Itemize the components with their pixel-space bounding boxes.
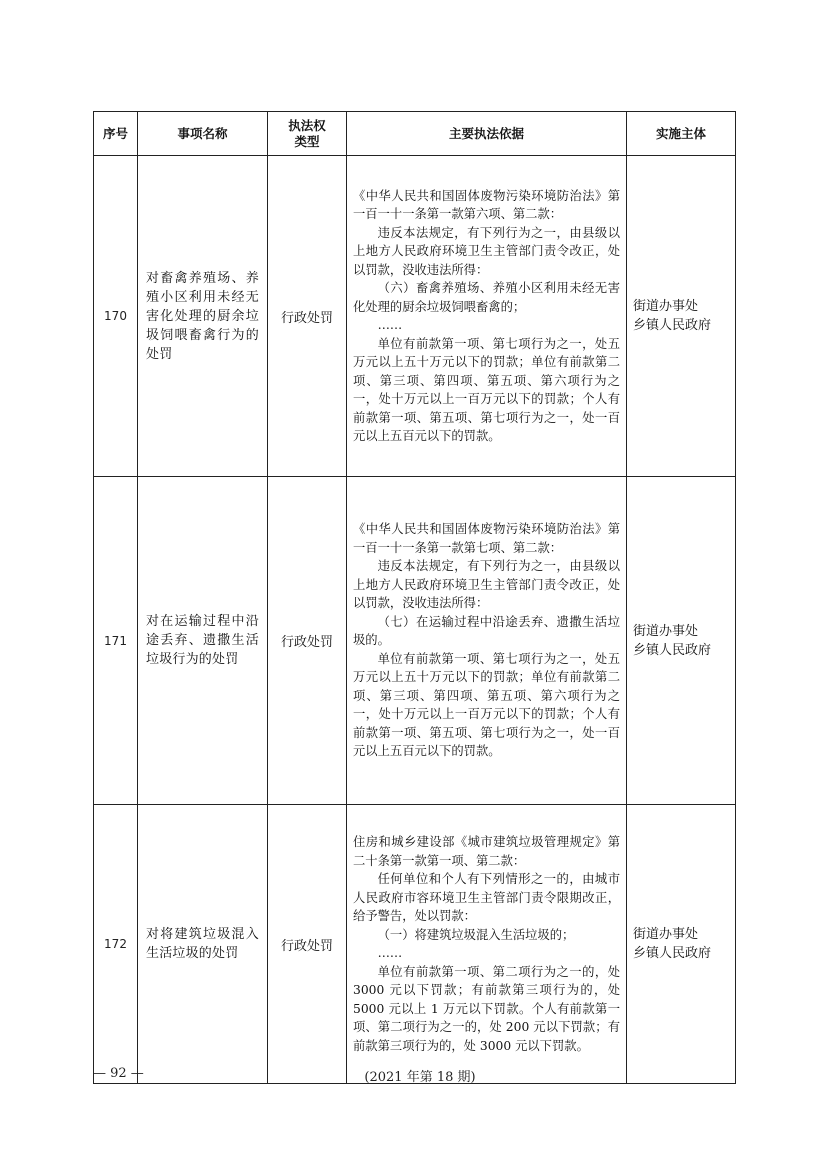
header-subject: 实施主体: [627, 112, 736, 156]
row-enforcement-type: 行政处罚: [268, 156, 347, 477]
header-type: [268, 112, 347, 156]
header-name: 事项名称: [138, 112, 268, 156]
row-item-name: 对将建筑垃圾混入生活垃圾的处罚: [138, 805, 268, 1084]
basis-paragraph: 《中华人民共和国固体废物污染环境防治法》第一百一十一条第一款第六项、第二款：: [353, 188, 620, 221]
table-row: [94, 805, 736, 1084]
row-subject: [627, 805, 736, 1084]
row-enforcement-type: 行政处罚: [268, 805, 347, 1084]
basis-paragraph: （六）畜禽养殖场、养殖小区利用未经无害化处理的厨余垃圾饲喂畜禽的；: [353, 281, 620, 314]
basis-paragraph: 违反本法规定，有下列行为之一，由县级以上地方人民政府环境卫生主管部门责令改正，处以罚款，没收违法所得：: [353, 559, 620, 611]
row-enforcement-type: 行政处罚: [268, 477, 347, 805]
table-row: [94, 477, 736, 805]
basis-paragraph: （一）将建筑垃圾混入生活垃圾的；: [377, 927, 575, 942]
row-subject: [627, 156, 736, 477]
subject-line: 街道办事处: [633, 927, 699, 942]
row-item-name: 对畜禽养殖场、养殖小区利用未经无害化处理的厨余垃圾饲喂畜禽行为的处罚: [138, 156, 268, 477]
row-legal-basis: [347, 477, 627, 805]
basis-paragraph: （七）在运输过程中沿途丢弃、遗撒生活垃圾的。: [353, 614, 620, 648]
basis-paragraph: 《中华人民共和国固体废物污染环境防治法》第一百一十一条第一款第七项、第二款：: [353, 522, 620, 555]
subject-line: 街道办事处: [633, 299, 699, 314]
subject-line: 乡镇人民政府: [633, 946, 712, 961]
row-legal-basis: [347, 805, 627, 1084]
basis-paragraph: 违反本法规定，有下列行为之一，由县级以上地方人民政府环境卫生主管部门责令改正，处以罚款，没收违法所得：: [353, 225, 620, 277]
basis-paragraph: 单位有前款第一项、第七项行为之一，处五万元以上五十万元以下的罚款；单位有前款第二项、第三项、第四项、第五项、第六项行为之一，处十万元以上一百万元以下的罚款；个人有前款第一项、第五项、第七项行为之一，处一百元以上五百元以下的罚款。: [353, 651, 620, 759]
enforcement-table: [93, 111, 736, 1084]
header-type-line2: 类型: [294, 133, 320, 149]
basis-paragraph: 任何单位和个人有下列情形之一的，由城市人民政府市容环境卫生主管部门责令限期改正，给予警告，处以罚款：: [353, 872, 620, 923]
row-subject: [627, 477, 736, 805]
page-number: — 92 —: [93, 1066, 144, 1081]
basis-ellipsis: ……: [377, 318, 403, 332]
issue-label: (2021 年第 18 期): [364, 1070, 476, 1085]
row-seq: 172: [94, 805, 138, 1084]
header-type-line1: 执法权: [288, 117, 326, 133]
table-header-row: [94, 112, 736, 156]
basis-ellipsis: ……: [377, 946, 403, 960]
basis-paragraph: 住房和城乡建设部《城市建筑垃圾管理规定》第二十条第一款第一项、第二款：: [353, 835, 620, 868]
row-seq: 170: [94, 156, 138, 477]
basis-paragraph: 单位有前款第一项、第二项行为之一的，处 3000 元以下罚款；有前款第三项行为的，处 5000 元以上 1 万元以下罚款。个人有前款第一项、第二项行为之一的，处 200 元以下罚款；有前款第三项行为的，处 3000 元以下罚款。: [353, 964, 620, 1053]
table-row: [94, 156, 736, 477]
header-basis: 主要执法依据: [347, 112, 627, 156]
basis-paragraph: 单位有前款第一项、第七项行为之一，处五万元以上五十万元以下的罚款；单位有前款第二项、第三项、第四项、第五项、第六项行为之一，处十万元以上一百万元以下的罚款；个人有前款第一项、第五项、第七项行为之一，处一百元以上五百元以下的罚款。: [353, 336, 620, 443]
row-item-name: 对在运输过程中沿途丢弃、遗撒生活垃圾行为的处罚: [138, 477, 268, 805]
subject-line: 乡镇人民政府: [633, 642, 712, 658]
row-legal-basis: [347, 156, 627, 477]
row-seq: 171: [94, 477, 138, 805]
subject-line: 乡镇人民政府: [633, 318, 712, 333]
header-seq: 序号: [94, 112, 138, 156]
subject-line: 街道办事处: [633, 623, 699, 639]
